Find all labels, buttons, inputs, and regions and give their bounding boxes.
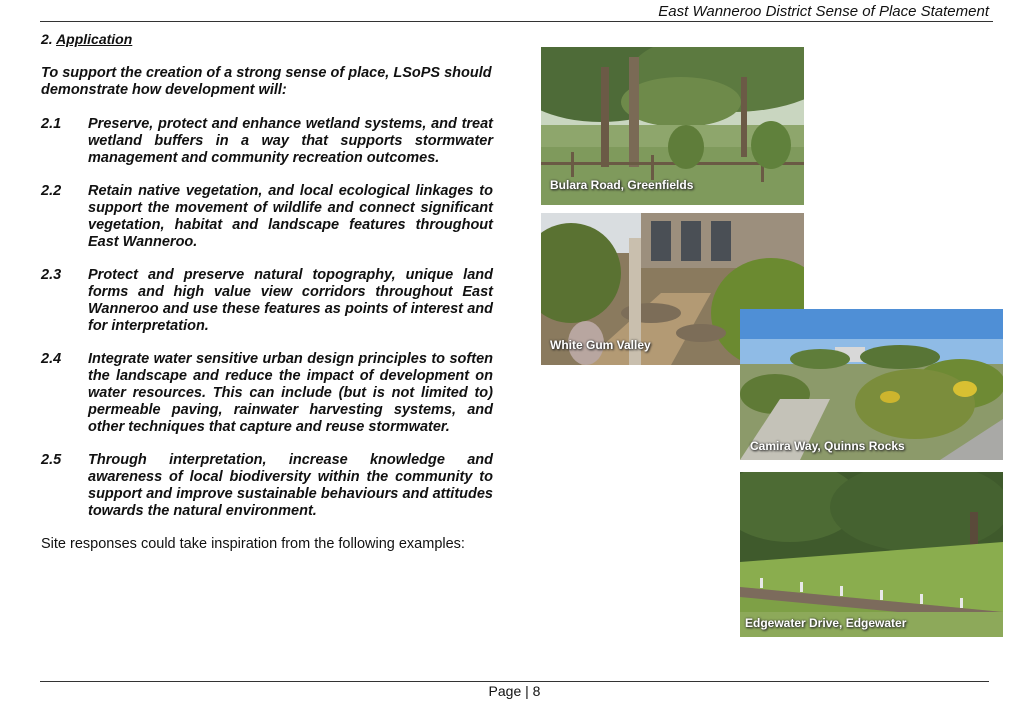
list-item-number: 2.4 bbox=[41, 351, 62, 367]
footer-divider bbox=[40, 681, 989, 682]
list-item bbox=[41, 183, 493, 251]
list-item-number: 2.5 bbox=[41, 452, 62, 468]
photo-caption: Edgewater Drive, Edgewater bbox=[745, 616, 907, 630]
list-item-text: Preserve, protect and enhance wetland systems, and treat wetland buffers in a way that supports stormwater management and community recreation outcomes. bbox=[88, 116, 493, 166]
document-running-title: East Wanneroo District Sense of Place Statement bbox=[658, 3, 989, 20]
photo-camira-way bbox=[740, 309, 1003, 460]
list-item-number: 2.3 bbox=[41, 267, 62, 283]
list-item-text: Through interpretation, increase knowledge and awareness of local biodiversity within the community to support and improve sustainable behaviours and attitudes towards the natural environment. bbox=[88, 452, 493, 519]
photo-caption: White Gum Valley bbox=[550, 338, 651, 352]
parkland-photo-image bbox=[740, 472, 1003, 637]
section-number: 2. bbox=[41, 31, 53, 47]
section-heading bbox=[41, 31, 132, 47]
list-item bbox=[41, 116, 493, 167]
list-item-number: 2.2 bbox=[41, 183, 62, 199]
list-item-text: Retain native vegetation, and local ecological linkages to support the movement of wildlife and connect significant vegetation, habitat and landscape features throughout East Wanneroo. bbox=[88, 183, 493, 250]
photo-bulara-road bbox=[541, 47, 804, 205]
section-title: Application bbox=[56, 31, 133, 47]
streetscape-photo-image bbox=[740, 309, 1003, 460]
page-number: Page | 8 bbox=[488, 683, 541, 699]
list-item bbox=[41, 267, 493, 335]
photo-caption: Bulara Road, Greenfields bbox=[550, 178, 694, 192]
list-item-number: 2.1 bbox=[41, 116, 62, 132]
section-intro: To support the creation of a strong sense of place, LSoPS should demonstrate how development will: bbox=[41, 65, 492, 98]
list-item-text: Protect and preserve natural topography, unique land forms and high value view corridors throughout East Wanneroo and use these features as points of interest and for interpretation. bbox=[88, 267, 493, 334]
header-divider bbox=[40, 21, 993, 22]
closing-statement: Site responses could take inspiration from the following examples: bbox=[41, 536, 465, 552]
photo-caption: Camira Way, Quinns Rocks bbox=[750, 439, 905, 453]
list-item bbox=[41, 351, 493, 436]
photo-edgewater-drive bbox=[740, 472, 1003, 637]
list-item-text: Integrate water sensitive urban design principles to soften the landscape and reduce the impact of development on water resources. This can include (but is not limited to) permeable paving, rainwater harvesting systems, and other techniques that capture and reuse stormwater. bbox=[88, 351, 493, 435]
list-item bbox=[41, 452, 493, 520]
